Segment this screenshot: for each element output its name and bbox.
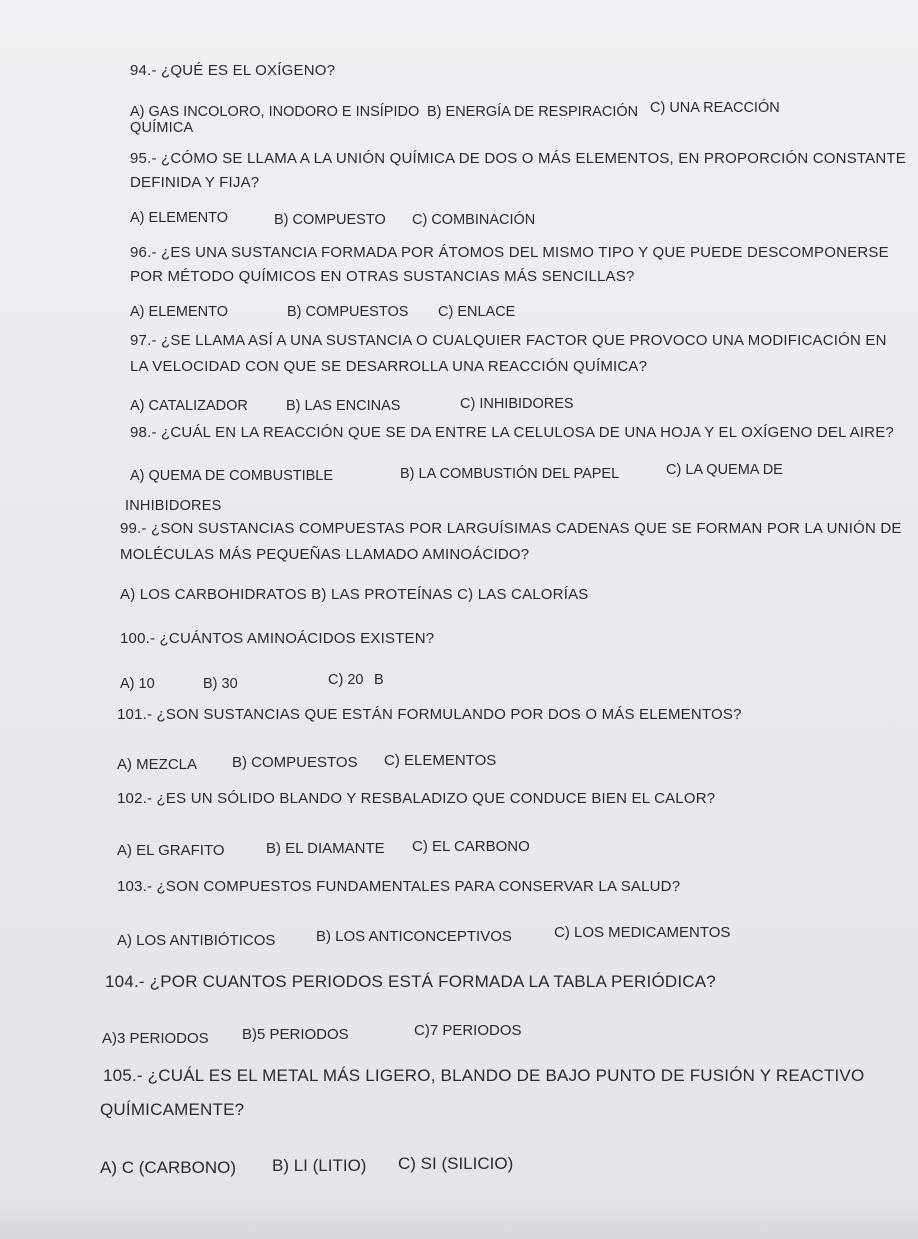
question-102: 102.- ¿ES UN SÓLIDO BLANDO Y RESBALADIZO QUE CONDUCE BIEN EL CALOR? bbox=[117, 790, 716, 807]
question-97-line2: LA VELOCIDAD CON QUE SE DESARROLLA UNA REACCIÓN QUÍMICA? bbox=[130, 358, 648, 375]
question-103: 103.- ¿SON COMPUESTOS FUNDAMENTALES PARA CONSERVAR LA SALUD? bbox=[117, 878, 681, 895]
option-95-b: B) COMPUESTO bbox=[274, 212, 386, 228]
answer-mark-100: B bbox=[374, 672, 384, 688]
question-104: 104.- ¿POR CUANTOS PERIODOS ESTÁ FORMADA LA TABLA PERIÓDICA? bbox=[105, 972, 716, 991]
option-105-b: B) LI (LITIO) bbox=[272, 1156, 367, 1175]
question-96-line2: POR MÉTODO QUÍMICOS EN OTRAS SUSTANCIAS MÁS SENCILLAS? bbox=[130, 268, 635, 285]
option-104-b: B)5 PERIODOS bbox=[242, 1026, 349, 1043]
option-102-a: A) EL GRAFITO bbox=[117, 842, 225, 859]
option-105-c: C) SI (SILICIO) bbox=[398, 1154, 514, 1173]
option-103-c: C) LOS MEDICAMENTOS bbox=[554, 924, 731, 941]
question-94: 94.- ¿QUÉ ES EL OXÍGENO? bbox=[130, 62, 336, 79]
question-96-line1: 96.- ¿ES UNA SUSTANCIA FORMADA POR ÁTOMOS DEL MISMO TIPO Y QUE PUEDE DESCOMPONERSE bbox=[130, 244, 889, 261]
option-100-b: B) 30 bbox=[203, 676, 238, 692]
option-95-a: A) ELEMENTO bbox=[130, 210, 229, 226]
option-100-c: C) 20 bbox=[328, 672, 364, 688]
option-98-a: A) QUEMA DE COMBUSTIBLE bbox=[130, 468, 334, 484]
question-95-line1: 95.- ¿CÓMO SE LLAMA A LA UNIÓN QUÍMICA DE DOS O MÁS ELEMENTOS, EN PROPORCIÓN CONSTANTE bbox=[130, 150, 906, 167]
question-97-line1: 97.- ¿SE LLAMA ASÍ A UNA SUSTANCIA O CUALQUIER FACTOR QUE PROVOCO UNA MODIFICACIÓN EN bbox=[130, 332, 887, 349]
option-94-c: C) UNA REACCIÓN bbox=[650, 100, 780, 116]
option-103-a: A) LOS ANTIBIÓTICOS bbox=[117, 932, 276, 949]
option-101-b: B) COMPUESTOS bbox=[232, 754, 358, 771]
option-98-c: C) LA QUEMA DE bbox=[666, 462, 783, 478]
question-98: 98.- ¿CUÁL EN LA REACCIÓN QUE SE DA ENTRE LA CELULOSA DE UNA HOJA Y EL OXÍGENO DEL AIRE? bbox=[130, 424, 894, 441]
option-102-c: C) EL CARBONO bbox=[412, 838, 530, 855]
option-96-b: B) COMPUESTOS bbox=[287, 304, 409, 320]
option-104-c: C)7 PERIODOS bbox=[414, 1022, 522, 1039]
question-99-line1: 99.- ¿SON SUSTANCIAS COMPUESTAS POR LARGUÍSIMAS CADENAS QUE SE FORMAN POR LA UNIÓN DE bbox=[120, 520, 902, 537]
option-105-a: A) C (CARBONO) bbox=[100, 1158, 236, 1177]
option-94-c-continued: QUÍMICA bbox=[130, 120, 194, 136]
question-101: 101.- ¿SON SUSTANCIAS QUE ESTÁN FORMULANDO POR DOS O MÁS ELEMENTOS? bbox=[117, 706, 742, 723]
option-94-a: A) GAS INCOLORO, INODORO E INSÍPIDO bbox=[130, 104, 420, 120]
question-105-line1: 105.- ¿CUÁL ES EL METAL MÁS LIGERO, BLANDO DE BAJO PUNTO DE FUSIÓN Y REACTIVO bbox=[103, 1066, 865, 1085]
question-100: 100.- ¿CUÁNTOS AMINOÁCIDOS EXISTEN? bbox=[120, 630, 435, 647]
option-102-b: B) EL DIAMANTE bbox=[266, 840, 385, 857]
option-94-b: B) ENERGÍA DE RESPIRACIÓN bbox=[427, 104, 639, 120]
option-104-a: A)3 PERIODOS bbox=[102, 1030, 209, 1047]
option-101-a: A) MEZCLA bbox=[117, 756, 198, 773]
options-99: A) LOS CARBOHIDRATOS B) LAS PROTEÍNAS C) LAS CALORÍAS bbox=[120, 586, 589, 603]
option-101-c: C) ELEMENTOS bbox=[384, 752, 497, 769]
question-95-line2: DEFINIDA Y FIJA? bbox=[130, 174, 260, 191]
option-97-b: B) LAS ENCINAS bbox=[286, 398, 401, 414]
option-100-a: A) 10 bbox=[120, 676, 155, 692]
option-95-c: C) COMBINACIÓN bbox=[412, 212, 536, 228]
question-105-line2: QUÍMICAMENTE? bbox=[100, 1100, 245, 1119]
option-96-c: C) ENLACE bbox=[438, 304, 516, 320]
option-98-b: B) LA COMBUSTIÓN DEL PAPEL bbox=[400, 466, 620, 482]
page-shadow bbox=[0, 1199, 918, 1239]
question-99-line2: MOLÉCULAS MÁS PEQUEÑAS LLAMADO AMINOÁCIDO? bbox=[120, 546, 530, 563]
option-98-c-continued: INHIBIDORES bbox=[125, 498, 222, 514]
option-103-b: B) LOS ANTICONCEPTIVOS bbox=[316, 928, 512, 945]
option-97-a: A) CATALIZADOR bbox=[130, 398, 248, 414]
option-97-c: C) INHIBIDORES bbox=[460, 396, 574, 412]
option-96-a: A) ELEMENTO bbox=[130, 304, 229, 320]
